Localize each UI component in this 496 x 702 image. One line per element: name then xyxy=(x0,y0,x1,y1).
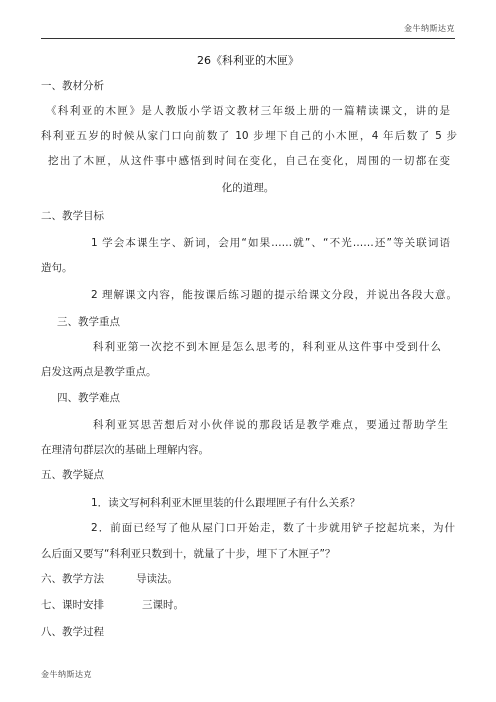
analysis-line-1: 《科利亚的木匣》是人教版小学语文教材三年级上册的一篇精读课文，讲的是 xyxy=(46,105,450,117)
schedule-value: 三课时。 xyxy=(142,599,184,611)
section-heading-goals: 二、教学目标 xyxy=(41,210,104,222)
method-value: 导读法。 xyxy=(136,573,178,585)
difficulties-line-1: 科利亚冥思苦想后对小伙伴说的那段话是教学难点，要通过帮助学生 xyxy=(93,419,448,431)
section-heading-schedule: 七、课时安排 xyxy=(41,599,104,611)
section-heading-analysis: 一、教材分析 xyxy=(41,80,104,92)
section-heading-method: 六、教学方法 xyxy=(41,573,104,585)
question-2-line-2: 么后面又要写“科利亚只数到十，就量了十步，埋下了木匣子”？ xyxy=(41,548,336,560)
header-brand: 金牛纳斯达克 xyxy=(404,24,455,33)
section-heading-difficulties: 四、教学难点 xyxy=(57,392,120,404)
analysis-line-3: 挖出了木匣，从这件事中感悟到时间在变化，自己在变化，周围的一切都在变 xyxy=(48,155,450,167)
key-points-line-1: 科利亚第一次挖不到木匣是怎么思考的，科利亚从这件事中受到什么 xyxy=(93,341,441,353)
goal-1-line-1: 1 学会本课生字、新词，会用“如果……就”、“不光……还”等关联词语 xyxy=(91,237,450,249)
goal-1-line-2: 造句。 xyxy=(41,262,73,274)
section-heading-key-points: 三、教学重点 xyxy=(57,316,120,328)
key-points-line-2: 启发这两点是教学重点。 xyxy=(41,366,157,378)
section-heading-process: 八、教学过程 xyxy=(41,626,104,638)
footer-brand: 金牛纳斯达克 xyxy=(41,670,92,679)
analysis-line-2: 科利亚五岁的时候从家门口向前数了 10 步埋下自己的小木匣，4 年后数了 5 步 xyxy=(41,130,457,142)
difficulties-line-2: 在理清句群层次的基础上理解内容。 xyxy=(41,444,209,456)
question-2-line-1: 2．前面已经写了他从屋门口开始走，数了十步就用铲子挖起坑来，为什 xyxy=(91,522,455,534)
section-heading-questions: 五、教学疑点 xyxy=(41,469,104,481)
analysis-line-4: 化的道理。 xyxy=(221,182,275,194)
document-title: 26《科利亚的木匣》 xyxy=(197,54,299,67)
question-1: 1．读文写柯科利亚木匣里装的什么跟埋匣子有什么关系？ xyxy=(91,497,361,509)
header-divider xyxy=(41,38,455,39)
goal-2: 2 理解课文内容，能按课后练习题的提示给课文分段，并说出各段大意。 xyxy=(91,289,457,301)
